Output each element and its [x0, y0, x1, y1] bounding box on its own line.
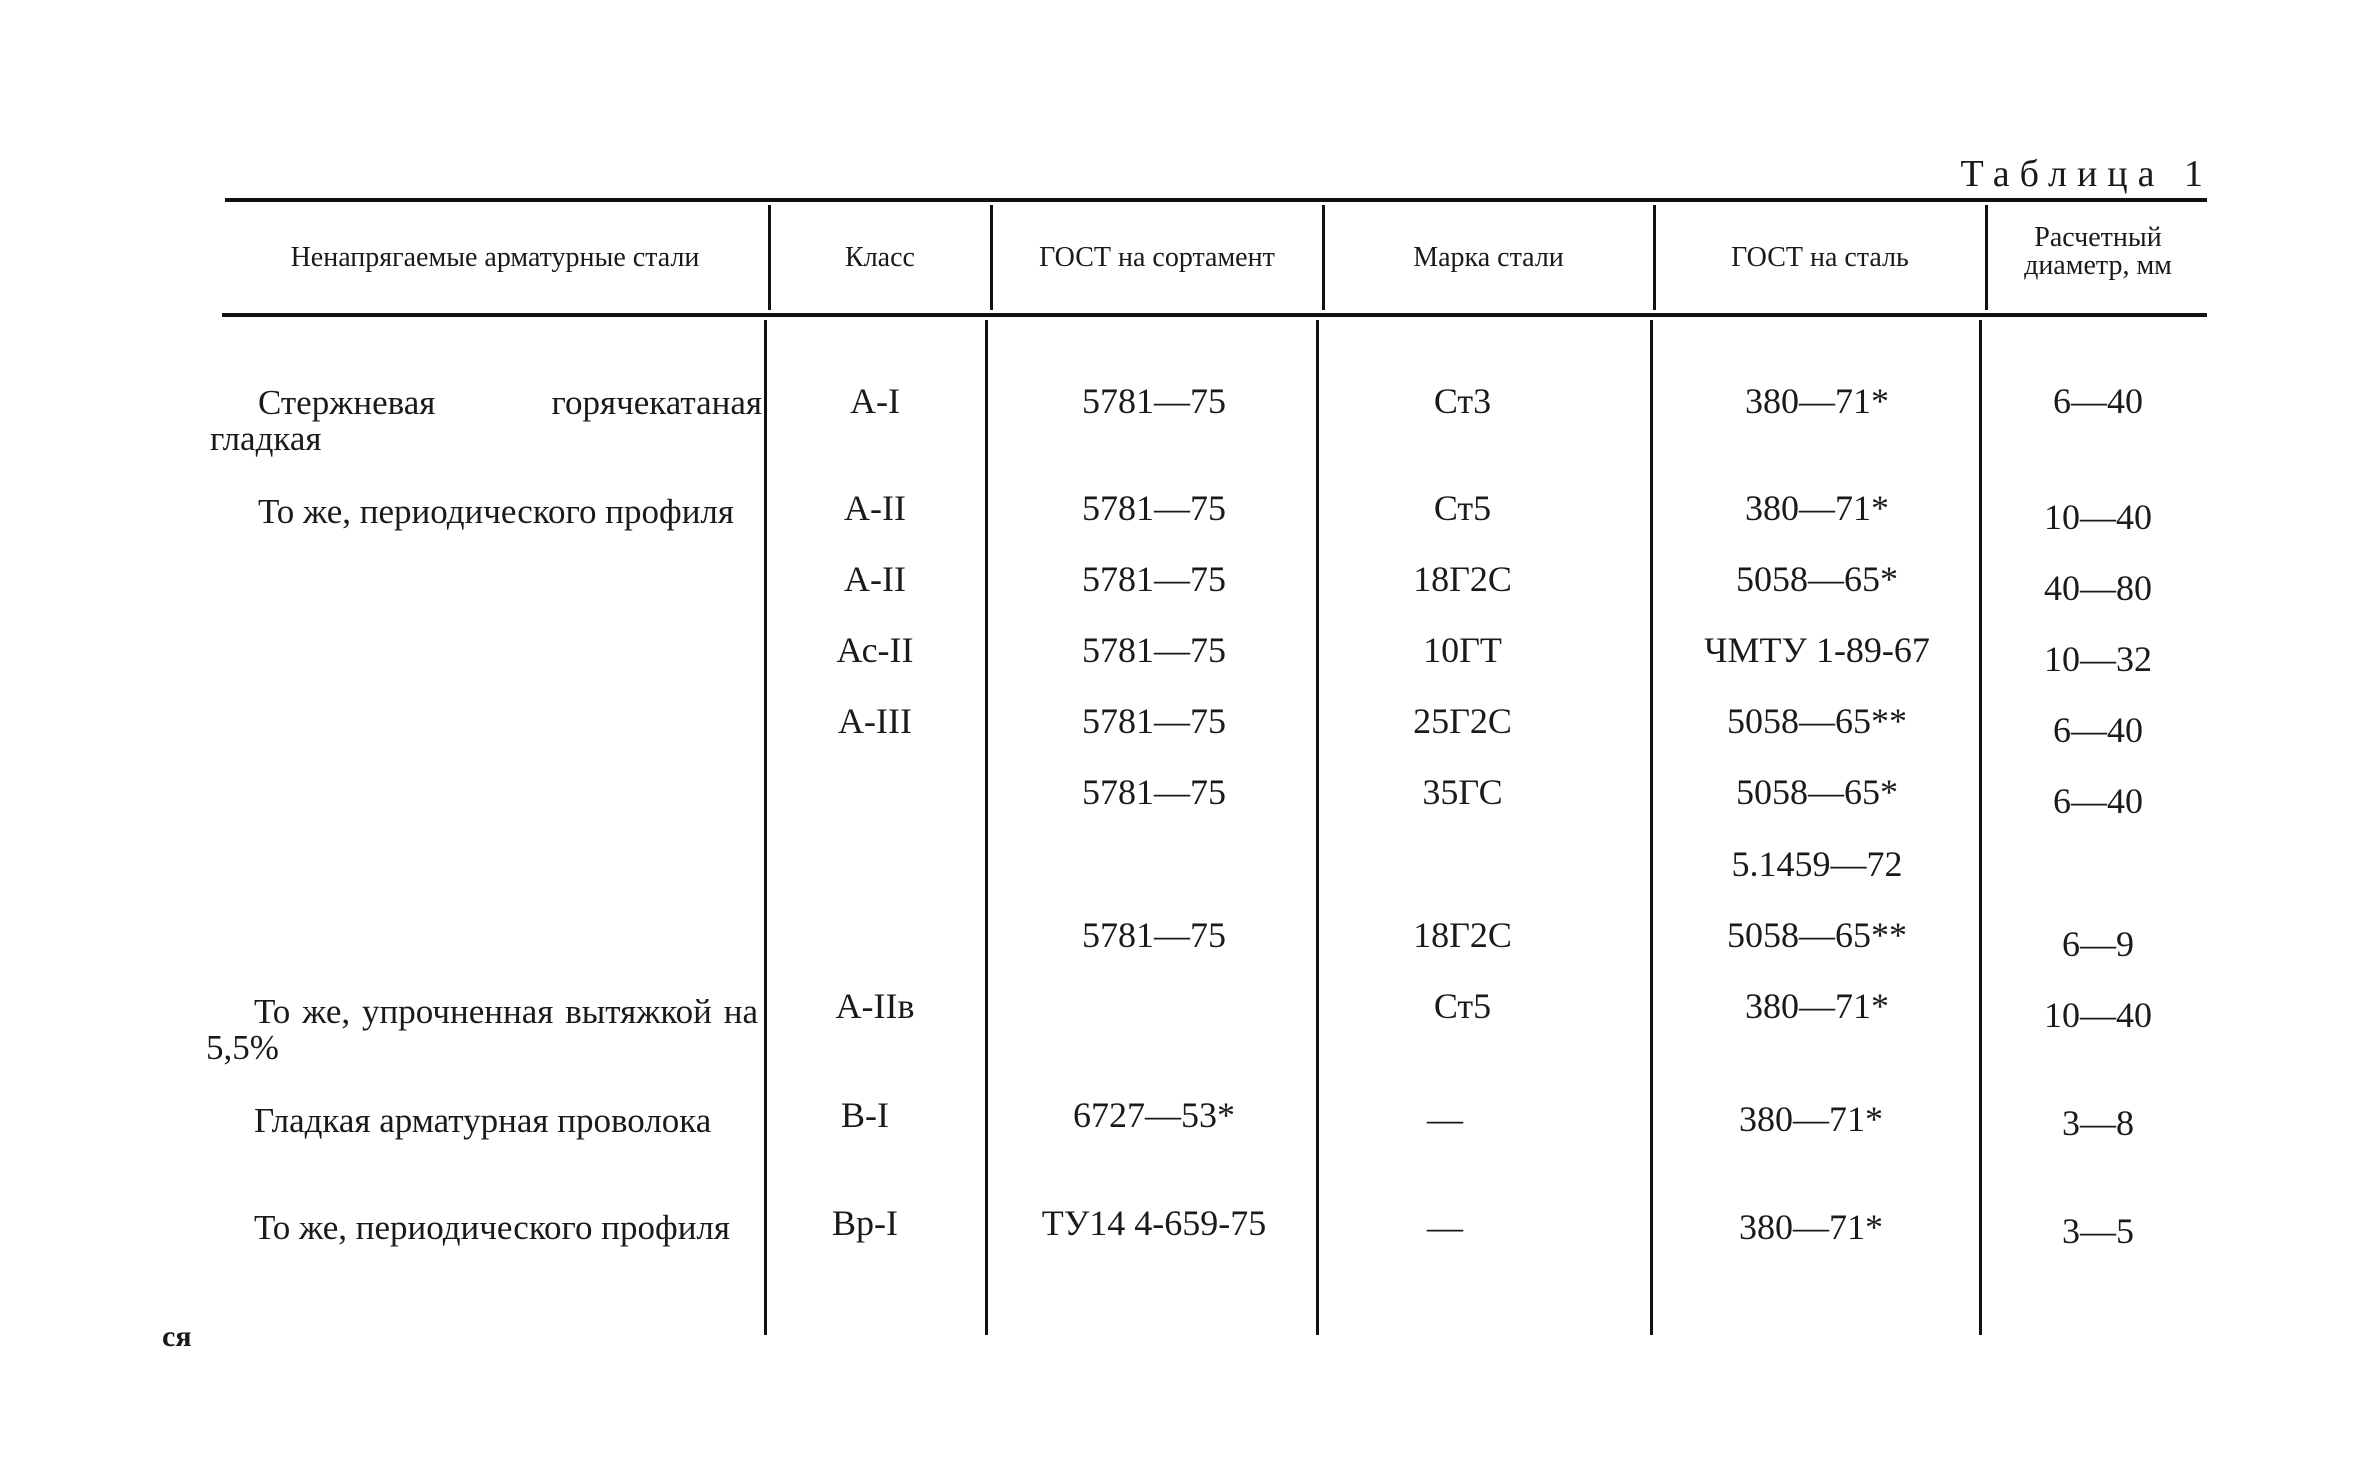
steel-grade-cell: Ст3 — [1433, 381, 1492, 421]
description-cell: То же, периодического профиля — [254, 1208, 730, 1247]
diameter-cell: 6—40 — [2053, 781, 2143, 821]
body-divider — [1979, 320, 1982, 1335]
description-cell: Гладкая арматурная проволока — [254, 1101, 712, 1140]
steel-grade-cell: 35ГС — [1422, 772, 1503, 812]
diameter-cell: 3—5 — [2062, 1211, 2134, 1251]
gost-steel-cell: 380—71* — [1739, 1099, 1883, 1139]
gost-steel-cell: 5.1459—72 — [1731, 844, 1903, 884]
gost-steel-cell: 5058—65** — [1727, 701, 1907, 741]
header-steels: Ненапрягаемые арматурные стали — [290, 242, 700, 273]
gost-steel-cell: 380—71* — [1745, 986, 1889, 1026]
diameter-cell: 10—40 — [2044, 995, 2152, 1035]
class-cell: А-I — [850, 381, 900, 421]
body-divider — [985, 320, 988, 1335]
gost-sortament-cell: 5781—75 — [1082, 915, 1226, 955]
gost-sortament-cell: ТУ14 4-659-75 — [1041, 1203, 1267, 1243]
gost-steel-cell: 5058—65** — [1727, 915, 1907, 955]
header-gost-sortament: ГОСТ на сортамент — [1039, 242, 1275, 273]
description-cell: Стержневая горячекатаная гладкая — [210, 383, 762, 458]
page-mark: ся — [162, 1320, 192, 1353]
gost-sortament-cell: 5781—75 — [1082, 701, 1226, 741]
class-cell: Ас-II — [836, 630, 914, 670]
body-divider — [1316, 320, 1319, 1335]
steel-grade-cell: 25Г2С — [1413, 701, 1512, 741]
class-cell: А-II — [844, 488, 906, 528]
table-top-rule — [225, 198, 2207, 202]
gost-steel-cell: 380—71* — [1745, 488, 1889, 528]
steel-grade-cell: — — [1427, 1207, 1463, 1247]
diameter-cell: 40—80 — [2044, 568, 2152, 608]
header-diameter: Расчетный диаметр, мм — [2024, 222, 2172, 281]
gost-steel-cell: 380—71* — [1745, 381, 1889, 421]
class-cell: А-II — [844, 559, 906, 599]
steel-grade-cell: 18Г2С — [1413, 559, 1512, 599]
gost-steel-cell: 380—71* — [1739, 1207, 1883, 1247]
class-cell: А-III — [838, 701, 912, 741]
gost-sortament-cell: 5781—75 — [1082, 772, 1226, 812]
header-steel-grade: Марка стали — [1413, 242, 1564, 273]
description-cell: То же, периодического профиля — [258, 492, 734, 531]
gost-sortament-cell: 5781—75 — [1082, 488, 1226, 528]
header-bottom-rule — [222, 313, 2207, 317]
steel-grade-cell: 10ГТ — [1423, 630, 1502, 670]
class-cell: В-I — [841, 1095, 889, 1135]
description-cell: То же, упрочненная вытяжкой на 5,5% — [206, 992, 758, 1067]
header-class: Класс — [845, 242, 915, 273]
steel-grade-cell: Ст5 — [1433, 986, 1492, 1026]
gost-sortament-cell: 5781—75 — [1082, 559, 1226, 599]
body-divider — [764, 320, 767, 1335]
diameter-cell: 10—32 — [2044, 639, 2152, 679]
header-gost-steel: ГОСТ на сталь — [1731, 242, 1909, 273]
table-caption: Таблица 1 — [1960, 153, 2213, 195]
diameter-cell: 10—40 — [2044, 497, 2152, 537]
gost-steel-cell: ЧМТУ 1-89-67 — [1704, 630, 1930, 670]
gost-steel-cell: 5058—65* — [1736, 559, 1898, 599]
class-cell: А-IIв — [835, 986, 915, 1026]
diameter-cell: 6—40 — [2053, 381, 2143, 421]
diameter-cell: 6—40 — [2053, 710, 2143, 750]
gost-sortament-cell: 5781—75 — [1082, 630, 1226, 670]
diameter-cell: 3—8 — [2062, 1103, 2134, 1143]
gost-steel-cell: 5058—65* — [1736, 772, 1898, 812]
gost-sortament-cell: 6727—53* — [1073, 1095, 1235, 1135]
gost-sortament-cell: 5781—75 — [1082, 381, 1226, 421]
diameter-cell: 6—9 — [2062, 924, 2134, 964]
class-cell: Вр-I — [832, 1203, 898, 1243]
steel-grade-cell: Ст5 — [1433, 488, 1492, 528]
steel-grade-cell: 18Г2С — [1413, 915, 1512, 955]
steel-grade-cell: — — [1427, 1099, 1463, 1139]
body-divider — [1650, 320, 1653, 1335]
